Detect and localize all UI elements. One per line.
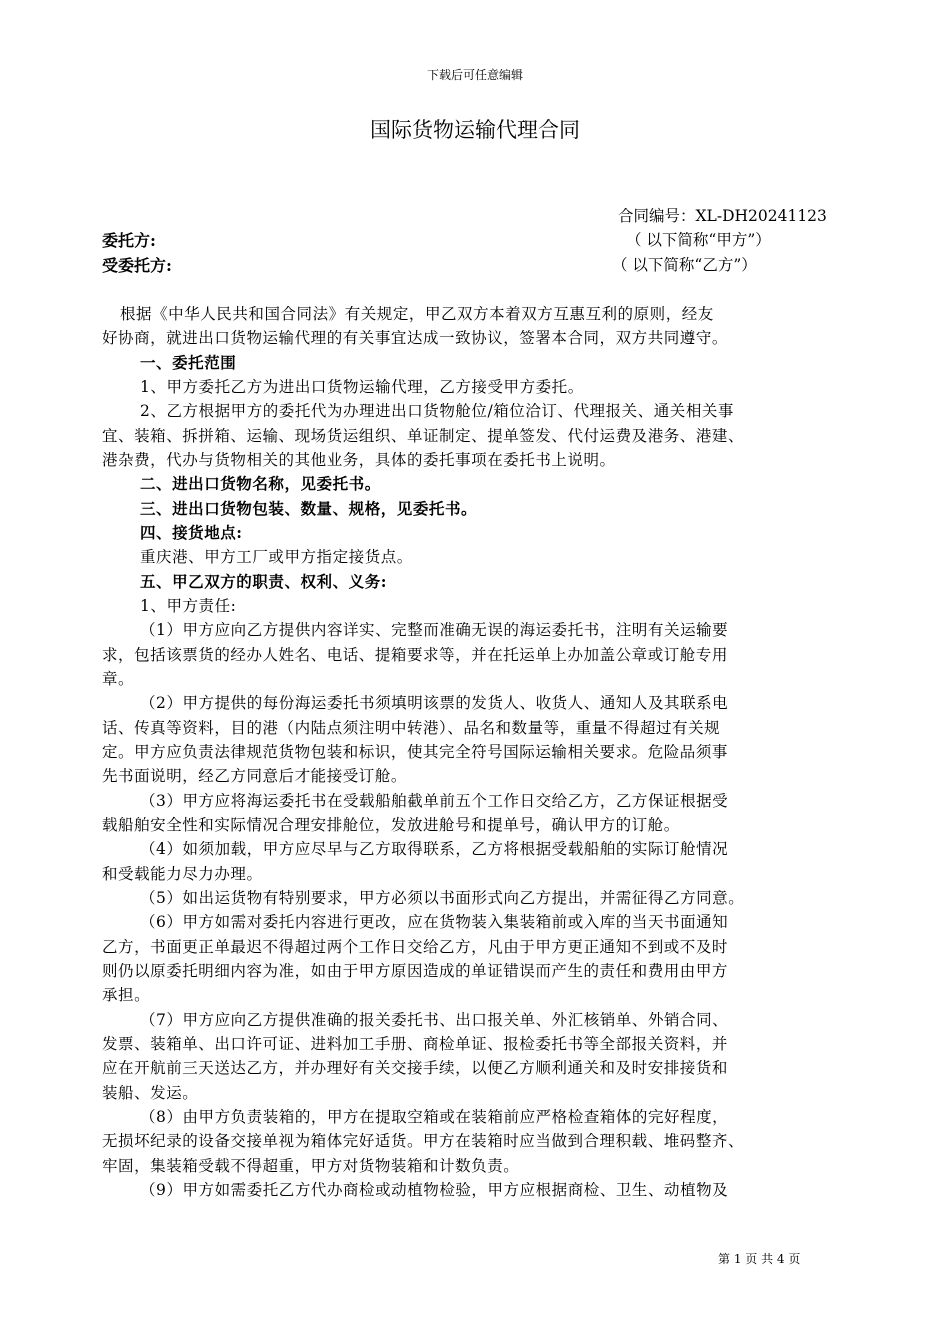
body-line: 港杂费，代办与货物相关的其他业务，具体的委托事项在委托书上说明。 bbox=[102, 451, 616, 469]
body-line: （6）甲方如需对委托内容进行更改，应在货物装入集装箱前或入库的当天书面通知 bbox=[140, 913, 729, 932]
body-line: 无损坏纪录的设备交接单视为箱体完好适货。甲方在装箱时应当做到合理积载、堆码整齐、 bbox=[102, 1132, 745, 1151]
body-line: 根据《中华人民共和国合同法》有关规定，甲乙双方本着双方互惠互利的原则，经友 bbox=[120, 305, 714, 323]
body-line: （9）甲方如需委托乙方代办商检或动植物检验，甲方应根据商检、卫生、动植物及 bbox=[140, 1180, 729, 1199]
body-line: 和受载能力尽力办理。 bbox=[102, 864, 263, 883]
body-line: 求，包括该票货的经办人姓名、电话、提箱要求等，并在托运单上办加盖公章或订舱专用 bbox=[102, 645, 728, 664]
body-line: 则仍以原委托明细内容为准，如由于甲方原因造成的单证错误而产生的责任和费用由甲方 bbox=[102, 961, 728, 980]
body-line: 装船、发运。 bbox=[102, 1083, 199, 1102]
client-note: （ 以下简称“甲方”） bbox=[626, 231, 771, 249]
agent-label: 受委托方: bbox=[102, 256, 172, 275]
body-line: （8）由甲方负责装箱的，甲方在提取空箱或在装箱前应严格检查箱体的完好程度， bbox=[140, 1107, 729, 1126]
body-line: 二、进出口货物名称，见委托书。 bbox=[140, 474, 381, 494]
agent-note: （ 以下简称“乙方”） bbox=[612, 256, 757, 274]
body-line: 好协商，就进出口货物运输代理的有关事宜达成一致协议，签署本合同，双方共同遵守。 bbox=[102, 329, 728, 348]
client-label: 委托方: bbox=[102, 231, 156, 250]
body-line: （5）如出运货物有特别要求，甲方必须以书面形式向乙方提出，并需征得乙方同意。 bbox=[140, 888, 745, 907]
body-line: 承担。 bbox=[102, 986, 151, 1005]
body-line: （2）甲方提供的每份海运委托书须填明该票的发货人、收货人、通知人及其联系电 bbox=[140, 694, 729, 713]
body-line: 宜、装箱、拆拼箱、运输、现场货运组织、单证制定、提单签发、代付运费及港务、港建、 bbox=[102, 426, 745, 445]
body-line: 先书面说明，经乙方同意后才能接受订舱。 bbox=[102, 767, 407, 786]
body-line: 1、甲方责任: bbox=[140, 597, 237, 615]
body-line: 应在开航前三天送达乙方，并办理好有关交接手续，以便乙方顺利通关和及时安排接货和 bbox=[102, 1059, 728, 1078]
document-title: 国际货物运输代理合同 bbox=[370, 118, 580, 142]
body-line: 重庆港、甲方工厂或甲方指定接货点。 bbox=[140, 548, 413, 567]
body-line: 三、进出口货物包装、数量、规格，见委托书。 bbox=[140, 498, 478, 518]
body-line: （3）甲方应将海运委托书在受载船舶截单前五个工作日交给乙方，乙方保证根据受 bbox=[140, 791, 729, 810]
page-footer: 第 1 页 共 4 页 bbox=[718, 1252, 801, 1266]
body-line: 一、委托范围 bbox=[140, 352, 237, 372]
body-line: 五、甲乙双方的职责、权利、义务: bbox=[140, 571, 388, 591]
header-note: 下载后可任意编辑 bbox=[426, 68, 523, 82]
body-line: 牢固，集装箱受载不得超重，甲方对货物装箱和计数负责。 bbox=[102, 1156, 520, 1175]
body-line: 1、甲方委托乙方为进出口货物运输代理，乙方接受甲方委托。 bbox=[140, 378, 584, 396]
body-line: 载船舶安全性和实际情况合理安排舱位，发放进舱号和提单号，确认甲方的订舱。 bbox=[102, 815, 680, 834]
body-line: （1）甲方应向乙方提供内容详实、完整而准确无误的海运委托书，注明有关运输要 bbox=[140, 621, 729, 640]
body-line: 乙方，书面更正单最迟不得超过两个工作日交给乙方，凡由于甲方更正通知不到或不及时 bbox=[102, 937, 728, 956]
body-line: 四、接货地点: bbox=[140, 523, 243, 542]
body-line: 定。甲方应负责法律规范货物包装和标识，使其完全符号国际运输相关要求。危险品须事 bbox=[102, 742, 728, 761]
body-line: （7）甲方应向乙方提供准确的报关委托书、出口报关单、外汇核销单、外销合同、 bbox=[140, 1010, 729, 1029]
body-line: 章。 bbox=[102, 670, 135, 688]
contract-number: 合同编号：XL-DH20241123 bbox=[618, 207, 827, 225]
body-line: 话、传真等资料，目的港（内陆点须注明中转港）、品名和数量等，重量不得超过有关规 bbox=[102, 718, 721, 737]
body-line: 发票、装箱单、出口许可证、进料加工手册、商检单证、报检委托书等全部报关资料，并 bbox=[102, 1034, 728, 1053]
body-line: 2、乙方根据甲方的委托代为办理进出口货物舱位/箱位洽订、代理报关、通关相关事 bbox=[140, 402, 734, 421]
body-line: （4）如须加载，甲方应尽早与乙方取得联系，乙方将根据受载船舶的实际订舱情况 bbox=[140, 840, 729, 859]
